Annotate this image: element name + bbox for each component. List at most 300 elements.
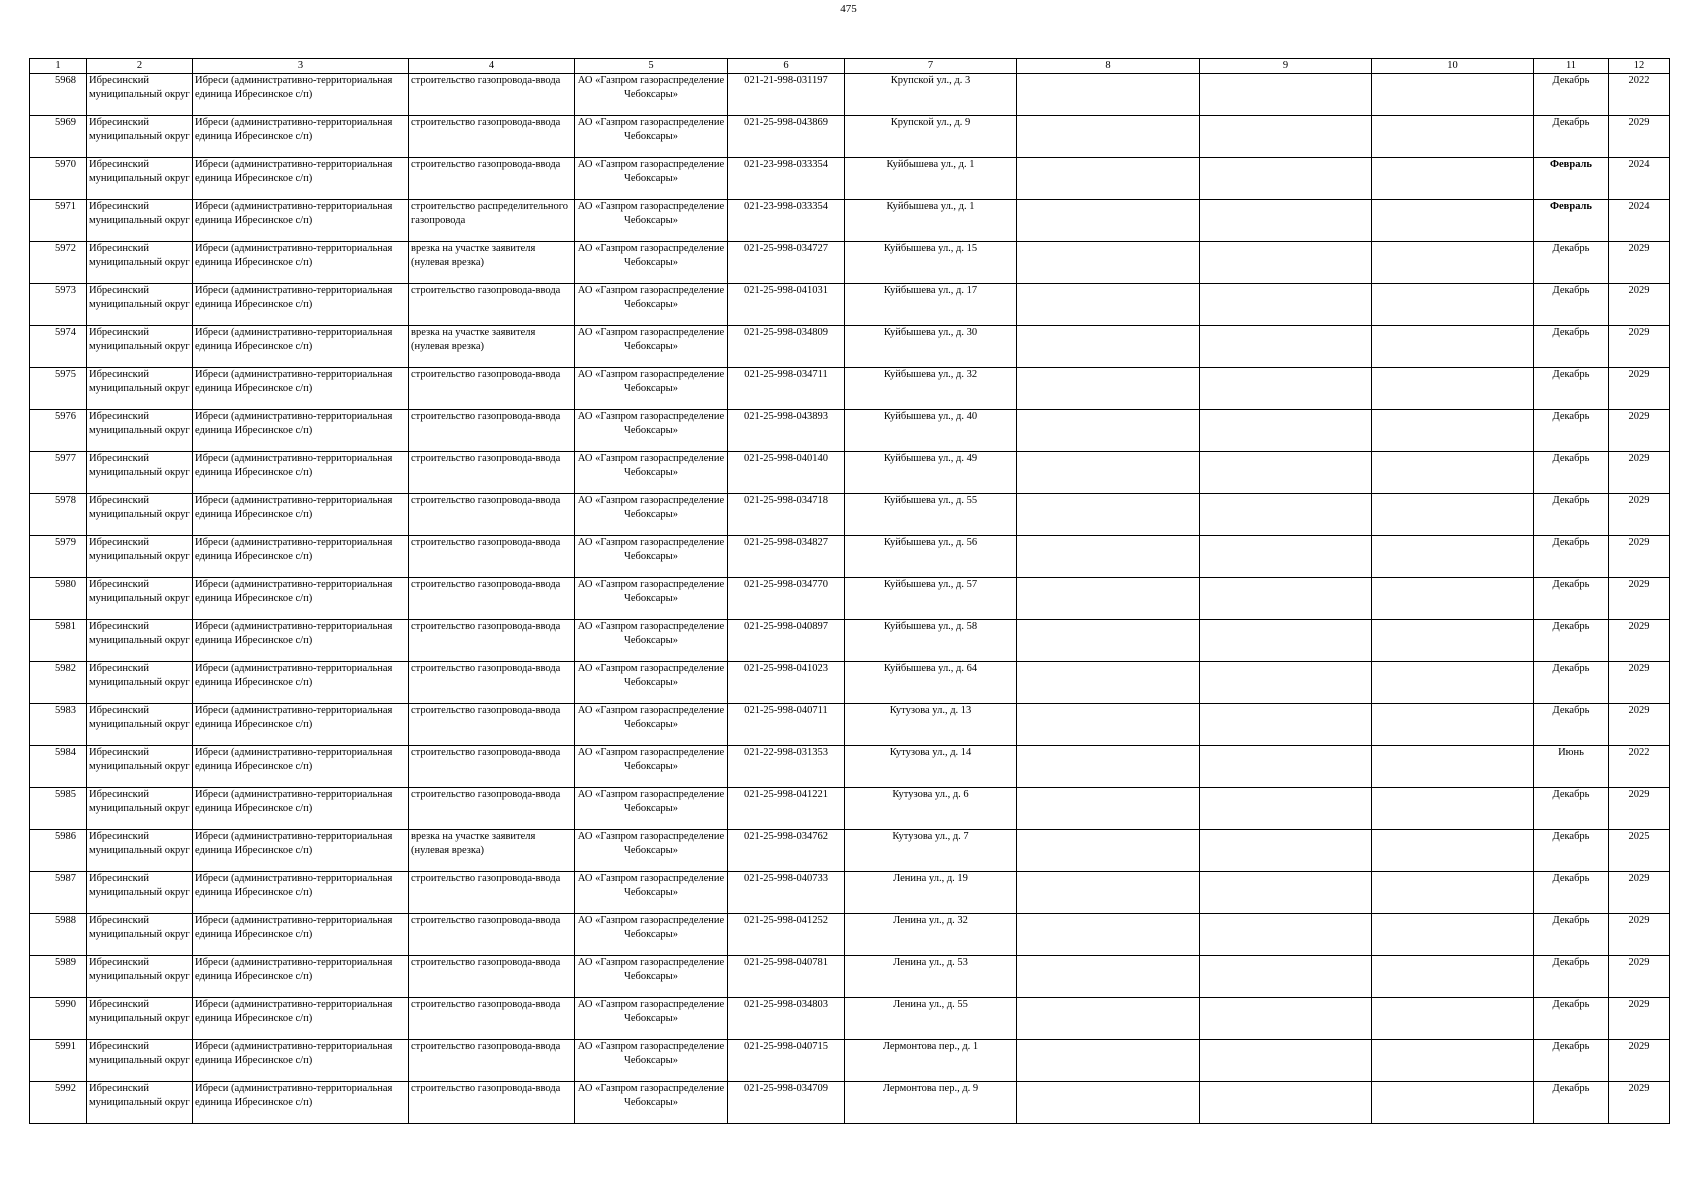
cell-col-8 [1017, 158, 1200, 200]
column-header: 8 [1017, 59, 1200, 74]
cell-work-type-text: врезка на участке заявителя (нулевая врезка) [411, 243, 536, 268]
cell-row-number-text: 5982 [55, 663, 76, 674]
cell-district [87, 872, 193, 914]
cell-settlement [193, 200, 409, 242]
cell-month-text: Декабрь [1552, 537, 1590, 548]
cell-row-number-text: 5973 [55, 285, 76, 296]
cell-work-type [409, 410, 575, 452]
cell-month [1534, 116, 1609, 158]
cell-settlement-text: Ибреси (административно-территориальная единица Ибресинское с/п) [195, 789, 393, 814]
cell-object-code [728, 410, 845, 452]
cell-organization [575, 746, 728, 788]
cell-object-code-text: 021-25-998-043893 [744, 411, 828, 422]
cell-object-code-text: 021-25-998-034709 [744, 1083, 828, 1094]
cell-organization [575, 242, 728, 284]
cell-col-8 [1017, 620, 1200, 662]
table-row [30, 914, 1670, 956]
cell-address [845, 998, 1017, 1040]
cell-organization-text: АО «Газпром газораспределение Чебоксары» [577, 75, 725, 100]
cell-organization [575, 494, 728, 536]
cell-work-type-text: строительство газопровода-ввода [411, 873, 561, 884]
cell-row-number [30, 200, 87, 242]
cell-col-10 [1372, 914, 1534, 956]
cell-object-code-text: 021-25-998-040897 [744, 621, 828, 632]
cell-month [1534, 494, 1609, 536]
cell-col-10 [1372, 704, 1534, 746]
cell-address-text: Кутузова ул., д. 7 [892, 831, 969, 842]
cell-work-type-text: строительство газопровода-ввода [411, 537, 561, 548]
cell-district-text: Ибресинский муниципальный округ [89, 369, 190, 394]
cell-organization-text: АО «Газпром газораспределение Чебоксары» [577, 663, 725, 688]
cell-settlement-text: Ибреси (административно-территориальная единица Ибресинское с/п) [195, 537, 393, 562]
cell-organization-text: АО «Газпром газораспределение Чебоксары» [577, 957, 725, 982]
cell-year [1609, 1082, 1670, 1124]
cell-organization-text: АО «Газпром газораспределение Чебоксары» [577, 243, 725, 268]
cell-address-text: Куйбышева ул., д. 56 [883, 537, 978, 548]
cell-object-code-text: 021-25-998-034809 [744, 327, 828, 338]
cell-organization-text: АО «Газпром газораспределение Чебоксары» [577, 1041, 725, 1066]
cell-district [87, 284, 193, 326]
cell-col-10 [1372, 1040, 1534, 1082]
cell-address-text: Кутузова ул., д. 14 [889, 747, 972, 758]
cell-work-type [409, 956, 575, 998]
cell-object-code [728, 830, 845, 872]
cell-year-text: 2029 [1628, 1083, 1650, 1094]
cell-col-9 [1200, 242, 1372, 284]
cell-work-type [409, 1040, 575, 1082]
cell-row-number [30, 158, 87, 200]
cell-district-text: Ибресинский муниципальный округ [89, 999, 190, 1024]
cell-object-code [728, 116, 845, 158]
cell-month [1534, 1040, 1609, 1082]
cell-district [87, 158, 193, 200]
cell-address [845, 746, 1017, 788]
cell-work-type [409, 284, 575, 326]
cell-object-code [728, 494, 845, 536]
cell-year [1609, 158, 1670, 200]
cell-district-text: Ибресинский муниципальный округ [89, 663, 190, 688]
cell-work-type [409, 620, 575, 662]
cell-month [1534, 200, 1609, 242]
cell-col-8 [1017, 410, 1200, 452]
table-row [30, 704, 1670, 746]
cell-col-8 [1017, 116, 1200, 158]
cell-month-text: Декабрь [1552, 411, 1590, 422]
cell-district-text: Ибресинский муниципальный округ [89, 621, 190, 646]
cell-year-text: 2029 [1628, 117, 1650, 128]
cell-district-text: Ибресинский муниципальный округ [89, 201, 190, 226]
cell-settlement [193, 74, 409, 116]
cell-settlement [193, 158, 409, 200]
cell-district-text: Ибресинский муниципальный округ [89, 117, 190, 142]
cell-address [845, 452, 1017, 494]
cell-organization [575, 914, 728, 956]
cell-work-type-text: врезка на участке заявителя (нулевая врезка) [411, 831, 536, 856]
cell-object-code [728, 326, 845, 368]
table-row [30, 326, 1670, 368]
cell-month [1534, 536, 1609, 578]
column-header: 7 [845, 59, 1017, 74]
table-row [30, 242, 1670, 284]
cell-row-number-text: 5980 [55, 579, 76, 590]
cell-settlement-text: Ибреси (административно-территориальная единица Ибресинское с/п) [195, 1083, 393, 1108]
cell-address-text: Лермонтова пер., д. 1 [882, 1041, 979, 1052]
cell-month-text: Декабрь [1552, 285, 1590, 296]
cell-col-9 [1200, 158, 1372, 200]
cell-col-8 [1017, 536, 1200, 578]
cell-month-text: Декабрь [1552, 957, 1590, 968]
cell-col-10 [1372, 872, 1534, 914]
cell-month-text: Февраль [1550, 159, 1592, 170]
cell-col-10 [1372, 578, 1534, 620]
cell-row-number [30, 410, 87, 452]
cell-year-text: 2024 [1628, 159, 1650, 170]
cell-work-type [409, 200, 575, 242]
cell-month [1534, 998, 1609, 1040]
cell-address-text: Ленина ул., д. 19 [893, 873, 968, 884]
cell-district-text: Ибресинский муниципальный округ [89, 75, 190, 100]
cell-district [87, 116, 193, 158]
cell-address [845, 116, 1017, 158]
cell-row-number [30, 284, 87, 326]
cell-col-8 [1017, 74, 1200, 116]
cell-district [87, 74, 193, 116]
cell-settlement-text: Ибреси (административно-территориальная единица Ибресинское с/п) [195, 327, 393, 352]
cell-district-text: Ибресинский муниципальный округ [89, 453, 190, 478]
cell-settlement-text: Ибреси (административно-территориальная единица Ибресинское с/п) [195, 495, 393, 520]
cell-col-9 [1200, 1040, 1372, 1082]
table-row [30, 1082, 1670, 1124]
cell-organization-text: АО «Газпром газораспределение Чебоксары» [577, 789, 725, 814]
cell-address [845, 872, 1017, 914]
cell-month-text: Декабрь [1552, 495, 1590, 506]
cell-settlement-text: Ибреси (административно-территориальная единица Ибресинское с/п) [195, 285, 393, 310]
cell-row-number [30, 704, 87, 746]
cell-work-type-text: строительство газопровода-ввода [411, 957, 561, 968]
cell-address [845, 1082, 1017, 1124]
cell-settlement [193, 872, 409, 914]
cell-settlement [193, 704, 409, 746]
cell-year-text: 2029 [1628, 789, 1650, 800]
cell-object-code [728, 788, 845, 830]
table-row [30, 116, 1670, 158]
cell-district-text: Ибресинский муниципальный округ [89, 747, 190, 772]
cell-col-8 [1017, 242, 1200, 284]
cell-year-text: 2029 [1628, 453, 1650, 464]
column-header: 1 [30, 59, 87, 74]
cell-row-number-text: 5977 [55, 453, 76, 464]
cell-col-9 [1200, 410, 1372, 452]
cell-month-text: Декабрь [1552, 243, 1590, 254]
cell-month [1534, 956, 1609, 998]
cell-row-number-text: 5990 [55, 999, 76, 1010]
cell-organization [575, 578, 728, 620]
cell-settlement [193, 1082, 409, 1124]
cell-district-text: Ибресинский муниципальный округ [89, 537, 190, 562]
cell-organization [575, 830, 728, 872]
cell-address [845, 536, 1017, 578]
cell-organization [575, 368, 728, 410]
cell-year-text: 2025 [1628, 831, 1650, 842]
cell-organization [575, 200, 728, 242]
cell-year [1609, 284, 1670, 326]
cell-year [1609, 578, 1670, 620]
cell-work-type-text: строительство газопровода-ввода [411, 915, 561, 926]
cell-year-text: 2024 [1628, 201, 1650, 212]
cell-row-number-text: 5972 [55, 243, 76, 254]
cell-address [845, 410, 1017, 452]
cell-address [845, 662, 1017, 704]
cell-year [1609, 116, 1670, 158]
cell-col-10 [1372, 200, 1534, 242]
cell-row-number-text: 5983 [55, 705, 76, 716]
table-row [30, 410, 1670, 452]
cell-year [1609, 830, 1670, 872]
cell-district [87, 578, 193, 620]
cell-settlement-text: Ибреси (административно-территориальная единица Ибресинское с/п) [195, 915, 393, 940]
cell-col-9 [1200, 368, 1372, 410]
cell-col-8 [1017, 788, 1200, 830]
cell-object-code-text: 021-25-998-034718 [744, 495, 828, 506]
cell-col-9 [1200, 326, 1372, 368]
cell-district [87, 746, 193, 788]
cell-address-text: Куйбышева ул., д. 30 [883, 327, 978, 338]
cell-month [1534, 158, 1609, 200]
cell-district [87, 662, 193, 704]
cell-month-text: Июнь [1558, 747, 1584, 758]
cell-year-text: 2029 [1628, 495, 1650, 506]
cell-settlement [193, 830, 409, 872]
cell-col-9 [1200, 116, 1372, 158]
cell-object-code [728, 74, 845, 116]
cell-object-code-text: 021-25-998-040715 [744, 1041, 828, 1052]
cell-settlement-text: Ибреси (административно-территориальная единица Ибресинское с/п) [195, 579, 393, 604]
cell-district [87, 998, 193, 1040]
cell-col-9 [1200, 620, 1372, 662]
cell-district-text: Ибресинский муниципальный округ [89, 327, 190, 352]
cell-settlement-text: Ибреси (административно-территориальная единица Ибресинское с/п) [195, 957, 393, 982]
cell-row-number [30, 872, 87, 914]
cell-object-code-text: 021-25-998-034827 [744, 537, 828, 548]
cell-year [1609, 788, 1670, 830]
cell-row-number [30, 788, 87, 830]
cell-organization [575, 116, 728, 158]
cell-object-code-text: 021-25-998-034762 [744, 831, 828, 842]
cell-row-number-text: 5986 [55, 831, 76, 842]
cell-month [1534, 830, 1609, 872]
cell-object-code-text: 021-25-998-040733 [744, 873, 828, 884]
table-row [30, 872, 1670, 914]
cell-organization-text: АО «Газпром газораспределение Чебоксары» [577, 999, 725, 1024]
cell-row-number-text: 5974 [55, 327, 76, 338]
cell-col-10 [1372, 746, 1534, 788]
cell-address-text: Куйбышева ул., д. 1 [886, 201, 975, 212]
cell-object-code-text: 021-25-998-041252 [744, 915, 828, 926]
column-header: 9 [1200, 59, 1372, 74]
cell-settlement [193, 368, 409, 410]
header-row [30, 59, 1670, 74]
cell-year-text: 2029 [1628, 705, 1650, 716]
cell-month [1534, 284, 1609, 326]
cell-month [1534, 872, 1609, 914]
cell-object-code-text: 021-23-998-033354 [744, 159, 828, 170]
cell-work-type-text: строительство газопровода-ввода [411, 579, 561, 590]
cell-row-number [30, 494, 87, 536]
cell-year-text: 2029 [1628, 663, 1650, 674]
cell-col-10 [1372, 368, 1534, 410]
cell-work-type-text: врезка на участке заявителя (нулевая врезка) [411, 327, 536, 352]
cell-work-type [409, 998, 575, 1040]
cell-organization [575, 704, 728, 746]
cell-settlement [193, 578, 409, 620]
cell-row-number [30, 368, 87, 410]
table-row [30, 536, 1670, 578]
cell-work-type-text: строительство газопровода-ввода [411, 1083, 561, 1094]
cell-organization-text: АО «Газпром газораспределение Чебоксары» [577, 579, 725, 604]
cell-col-8 [1017, 578, 1200, 620]
cell-row-number [30, 956, 87, 998]
cell-year-text: 2029 [1628, 999, 1650, 1010]
cell-district-text: Ибресинский муниципальный округ [89, 789, 190, 814]
cell-work-type [409, 746, 575, 788]
cell-row-number [30, 998, 87, 1040]
cell-col-10 [1372, 956, 1534, 998]
cell-work-type [409, 872, 575, 914]
cell-col-10 [1372, 620, 1534, 662]
cell-year [1609, 620, 1670, 662]
cell-organization [575, 956, 728, 998]
cell-year-text: 2022 [1628, 747, 1650, 758]
cell-row-number [30, 578, 87, 620]
cell-col-9 [1200, 788, 1372, 830]
cell-object-code [728, 1082, 845, 1124]
cell-settlement-text: Ибреси (административно-территориальная единица Ибресинское с/п) [195, 873, 393, 898]
cell-month [1534, 1082, 1609, 1124]
cell-month [1534, 662, 1609, 704]
cell-district [87, 494, 193, 536]
cell-year [1609, 536, 1670, 578]
cell-object-code [728, 578, 845, 620]
cell-work-type-text: строительство распределительного газопровода [411, 201, 569, 226]
cell-col-10 [1372, 326, 1534, 368]
cell-work-type [409, 704, 575, 746]
cell-col-8 [1017, 746, 1200, 788]
cell-row-number-text: 5978 [55, 495, 76, 506]
cell-work-type-text: строительство газопровода-ввода [411, 411, 561, 422]
cell-year-text: 2029 [1628, 327, 1650, 338]
column-header: 12 [1609, 59, 1670, 74]
cell-district [87, 368, 193, 410]
cell-work-type-text: строительство газопровода-ввода [411, 117, 561, 128]
cell-col-9 [1200, 998, 1372, 1040]
cell-organization-text: АО «Газпром газораспределение Чебоксары» [577, 117, 725, 142]
cell-year [1609, 662, 1670, 704]
cell-col-10 [1372, 998, 1534, 1040]
cell-year-text: 2029 [1628, 621, 1650, 632]
cell-object-code-text: 021-25-998-034803 [744, 999, 828, 1010]
cell-col-8 [1017, 1082, 1200, 1124]
cell-address [845, 914, 1017, 956]
cell-settlement-text: Ибреси (административно-территориальная единица Ибресинское с/п) [195, 159, 393, 184]
cell-settlement [193, 242, 409, 284]
cell-work-type [409, 788, 575, 830]
cell-organization-text: АО «Газпром газораспределение Чебоксары» [577, 453, 725, 478]
cell-year-text: 2029 [1628, 411, 1650, 422]
cell-col-10 [1372, 74, 1534, 116]
cell-object-code [728, 1040, 845, 1082]
cell-col-9 [1200, 746, 1372, 788]
cell-row-number-text: 5971 [55, 201, 76, 212]
cell-district [87, 788, 193, 830]
cell-work-type-text: строительство газопровода-ввода [411, 285, 561, 296]
cell-organization-text: АО «Газпром газораспределение Чебоксары» [577, 495, 725, 520]
cell-settlement-text: Ибреси (административно-территориальная единица Ибресинское с/п) [195, 705, 393, 730]
cell-col-8 [1017, 830, 1200, 872]
cell-row-number-text: 5976 [55, 411, 76, 422]
table-row [30, 788, 1670, 830]
cell-address [845, 830, 1017, 872]
cell-object-code [728, 662, 845, 704]
cell-settlement [193, 662, 409, 704]
cell-settlement [193, 998, 409, 1040]
cell-organization [575, 872, 728, 914]
cell-year [1609, 242, 1670, 284]
cell-address-text: Куйбышева ул., д. 64 [883, 663, 978, 674]
cell-organization [575, 536, 728, 578]
column-header: 6 [728, 59, 845, 74]
cell-col-10 [1372, 536, 1534, 578]
cell-work-type [409, 452, 575, 494]
cell-district [87, 200, 193, 242]
cell-district [87, 452, 193, 494]
cell-col-10 [1372, 788, 1534, 830]
cell-work-type [409, 662, 575, 704]
table-row [30, 998, 1670, 1040]
cell-month-text: Декабрь [1552, 369, 1590, 380]
cell-object-code-text: 021-25-998-034711 [744, 369, 828, 380]
table-body [30, 74, 1670, 1124]
cell-work-type-text: строительство газопровода-ввода [411, 369, 561, 380]
cell-district [87, 536, 193, 578]
cell-work-type-text: строительство газопровода-ввода [411, 453, 561, 464]
cell-organization [575, 662, 728, 704]
cell-year [1609, 704, 1670, 746]
cell-month-text: Декабрь [1552, 1083, 1590, 1094]
cell-row-number [30, 116, 87, 158]
cell-year-text: 2029 [1628, 957, 1650, 968]
cell-address [845, 494, 1017, 536]
cell-col-8 [1017, 284, 1200, 326]
cell-settlement-text: Ибреси (административно-территориальная единица Ибресинское с/п) [195, 411, 393, 436]
cell-settlement-text: Ибреси (административно-территориальная единица Ибресинское с/п) [195, 1041, 393, 1066]
cell-month [1534, 326, 1609, 368]
cell-col-9 [1200, 914, 1372, 956]
cell-district-text: Ибресинский муниципальный округ [89, 915, 190, 940]
cell-address-text: Крупской ул., д. 3 [890, 75, 971, 86]
cell-work-type [409, 242, 575, 284]
cell-work-type-text: строительство газопровода-ввода [411, 789, 561, 800]
cell-col-8 [1017, 704, 1200, 746]
data-table [29, 58, 1670, 1124]
table-row [30, 200, 1670, 242]
cell-organization-text: АО «Газпром газораспределение Чебоксары» [577, 915, 725, 940]
cell-settlement [193, 1040, 409, 1082]
cell-row-number-text: 5985 [55, 789, 76, 800]
cell-work-type [409, 74, 575, 116]
cell-address-text: Крупской ул., д. 9 [890, 117, 971, 128]
table-row [30, 956, 1670, 998]
cell-object-code-text: 021-25-998-041221 [744, 789, 828, 800]
